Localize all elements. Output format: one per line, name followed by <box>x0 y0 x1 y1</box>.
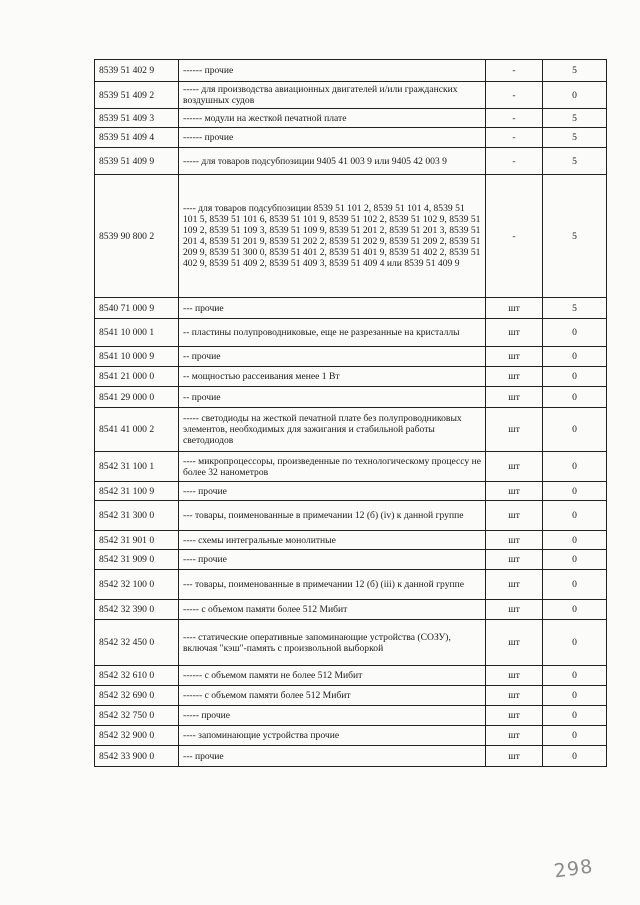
duty-rate-cell: 0 <box>543 347 607 367</box>
handwritten-page-number: 298 <box>552 855 595 883</box>
table-row <box>95 706 607 726</box>
duty-rate-cell: 0 <box>543 501 607 531</box>
duty-rate-cell: 5 <box>543 128 607 148</box>
tariff-code-cell: 8542 32 900 0 <box>95 726 179 746</box>
duty-rate-cell: 0 <box>543 570 607 600</box>
unit-cell: шт <box>486 726 543 746</box>
tariff-code-cell: 8542 33 900 0 <box>95 746 179 767</box>
duty-rate-cell: 0 <box>543 82 607 109</box>
tariff-code-cell: 8539 51 409 3 <box>95 109 179 128</box>
tariff-code-cell: 8542 31 300 0 <box>95 501 179 531</box>
unit-cell: шт <box>486 531 543 550</box>
table-row <box>95 82 607 109</box>
tariff-table-body <box>95 60 607 767</box>
table-row <box>95 686 607 706</box>
tariff-code-cell: 8539 51 409 2 <box>95 82 179 109</box>
duty-rate-cell: 5 <box>543 60 607 82</box>
table-row <box>95 298 607 319</box>
description-cell: ------ с объемом памяти более 512 Мибит <box>179 686 486 706</box>
table-row <box>95 148 607 175</box>
unit-cell: - <box>486 60 543 82</box>
unit-cell: шт <box>486 666 543 686</box>
table-row <box>95 600 607 620</box>
unit-cell: шт <box>486 347 543 367</box>
description-cell: ------ с объемом памяти не более 512 Мибит <box>179 666 486 686</box>
duty-rate-cell: 0 <box>543 726 607 746</box>
unit-cell: - <box>486 128 543 148</box>
description-cell: ------ прочие <box>179 128 486 148</box>
table-row <box>95 452 607 482</box>
description-cell: -- мощностью рассеивания менее 1 Вт <box>179 367 486 387</box>
duty-rate-cell: 0 <box>543 387 607 408</box>
tariff-code-cell: 8542 32 100 0 <box>95 570 179 600</box>
unit-cell: шт <box>486 620 543 666</box>
description-cell: -- прочие <box>179 387 486 408</box>
table-row <box>95 347 607 367</box>
unit-cell: шт <box>486 482 543 501</box>
tariff-code-cell: 8539 51 409 9 <box>95 148 179 175</box>
table-row <box>95 726 607 746</box>
description-cell: --- товары, поименованные в примечании 12 (б) (iv) к данной группе <box>179 501 486 531</box>
table-row <box>95 501 607 531</box>
unit-cell: - <box>486 82 543 109</box>
duty-rate-cell: 5 <box>543 175 607 298</box>
unit-cell: шт <box>486 686 543 706</box>
table-row <box>95 60 607 82</box>
table-row <box>95 408 607 452</box>
description-cell: ----- для производства авиационных двигателей и/или гражданских воздушных судов <box>179 82 486 109</box>
duty-rate-cell: 0 <box>543 746 607 767</box>
table-row <box>95 746 607 767</box>
description-cell: -- пластины полупроводниковые, еще не разрезанные на кристаллы <box>179 319 486 347</box>
description-cell: ------ модули на жесткой печатной плате <box>179 109 486 128</box>
description-cell: ---- прочие <box>179 482 486 501</box>
description-cell: ----- с объемом памяти более 512 Мибит <box>179 600 486 620</box>
table-row <box>95 367 607 387</box>
tariff-code-cell: 8542 31 100 1 <box>95 452 179 482</box>
unit-cell: шт <box>486 387 543 408</box>
duty-rate-cell: 5 <box>543 109 607 128</box>
duty-rate-cell: 0 <box>543 620 607 666</box>
tariff-code-cell: 8542 32 610 0 <box>95 666 179 686</box>
table-row <box>95 666 607 686</box>
tariff-code-cell: 8542 32 690 0 <box>95 686 179 706</box>
description-cell: ---- микропроцессоры, произведенные по технологическому процессу не более 32 нанометров <box>179 452 486 482</box>
unit-cell: шт <box>486 501 543 531</box>
duty-rate-cell: 0 <box>543 600 607 620</box>
duty-rate-cell: 0 <box>543 706 607 726</box>
description-cell: ----- светодиоды на жесткой печатной плате без полупроводниковых элементов, необходимых для зажигания и стабильной работы светодиодов <box>179 408 486 452</box>
duty-rate-cell: 0 <box>543 452 607 482</box>
unit-cell: шт <box>486 298 543 319</box>
table-row <box>95 620 607 666</box>
description-cell: ---- прочие <box>179 550 486 570</box>
tariff-code-cell: 8542 31 909 0 <box>95 550 179 570</box>
duty-rate-cell: 5 <box>543 298 607 319</box>
description-cell: -- прочие <box>179 347 486 367</box>
table-row <box>95 175 607 298</box>
duty-rate-cell: 0 <box>543 531 607 550</box>
tariff-code-cell: 8541 10 000 1 <box>95 319 179 347</box>
description-cell: ----- для товаров подсубпозиции 9405 41 003 9 или 9405 42 003 9 <box>179 148 486 175</box>
description-cell: ---- запоминающие устройства прочие <box>179 726 486 746</box>
duty-rate-cell: 0 <box>543 482 607 501</box>
table-row <box>95 109 607 128</box>
tariff-code-cell: 8540 71 000 9 <box>95 298 179 319</box>
description-cell: ---- для товаров подсубпозиции 8539 51 101 2, 8539 51 101 4, 8539 51 101 5, 8539 51 101 6, 8539 51 101 9, 8539 51 102 2, 8539 51 102 9, 8539 51 109 2, 8539 51 109 3, 8539 51 109 9, 8539 51 201 2, 8539 51 201 3, 8539 51 201 4, 8539 51 201 9, 8539 51 202 2, 8539 51 202 9, 8539 51 209 2, 8539 51 209 9, 8539 51 300 0, 8539 51 401 2, 8539 51 401 9, 8539 51 402 2, 8539 51 402 9, 8539 51 409 2, 8539 51 409 3, 8539 51 409 4 или 8539 51 409 9 <box>179 175 486 298</box>
tariff-code-cell: 8541 41 000 2 <box>95 408 179 452</box>
unit-cell: шт <box>486 550 543 570</box>
table-row <box>95 531 607 550</box>
tariff-code-cell: 8542 32 750 0 <box>95 706 179 726</box>
table-row <box>95 550 607 570</box>
unit-cell: шт <box>486 452 543 482</box>
tariff-code-cell: 8542 31 100 9 <box>95 482 179 501</box>
tariff-table <box>94 59 607 767</box>
description-cell: ------ прочие <box>179 60 486 82</box>
unit-cell: шт <box>486 600 543 620</box>
duty-rate-cell: 0 <box>543 686 607 706</box>
table-row <box>95 387 607 408</box>
table-row <box>95 319 607 347</box>
unit-cell: шт <box>486 367 543 387</box>
tariff-code-cell: 8542 32 390 0 <box>95 600 179 620</box>
unit-cell: шт <box>486 570 543 600</box>
unit-cell: шт <box>486 746 543 767</box>
description-cell: ----- прочие <box>179 706 486 726</box>
description-cell: --- прочие <box>179 746 486 767</box>
tariff-code-cell: 8541 21 000 0 <box>95 367 179 387</box>
unit-cell: - <box>486 148 543 175</box>
table-row <box>95 482 607 501</box>
description-cell: --- прочие <box>179 298 486 319</box>
tariff-code-cell: 8541 29 000 0 <box>95 387 179 408</box>
tariff-code-cell: 8542 32 450 0 <box>95 620 179 666</box>
duty-rate-cell: 5 <box>543 148 607 175</box>
tariff-code-cell: 8541 10 000 9 <box>95 347 179 367</box>
description-cell: ---- статические оперативные запоминающие устройства (СОЗУ), включая "кэш"-память с произвольной выборкой <box>179 620 486 666</box>
tariff-code-cell: 8539 51 402 9 <box>95 60 179 82</box>
duty-rate-cell: 0 <box>543 319 607 347</box>
description-cell: ---- схемы интегральные монолитные <box>179 531 486 550</box>
table-row <box>95 570 607 600</box>
unit-cell: шт <box>486 319 543 347</box>
duty-rate-cell: 0 <box>543 408 607 452</box>
unit-cell: шт <box>486 706 543 726</box>
unit-cell: шт <box>486 408 543 452</box>
description-cell: --- товары, поименованные в примечании 12 (б) (iii) к данной группе <box>179 570 486 600</box>
duty-rate-cell: 0 <box>543 666 607 686</box>
tariff-code-cell: 8542 31 901 0 <box>95 531 179 550</box>
duty-rate-cell: 0 <box>543 367 607 387</box>
tariff-code-cell: 8539 90 800 2 <box>95 175 179 298</box>
tariff-code-cell: 8539 51 409 4 <box>95 128 179 148</box>
unit-cell: - <box>486 109 543 128</box>
unit-cell: - <box>486 175 543 298</box>
duty-rate-cell: 0 <box>543 550 607 570</box>
table-row <box>95 128 607 148</box>
